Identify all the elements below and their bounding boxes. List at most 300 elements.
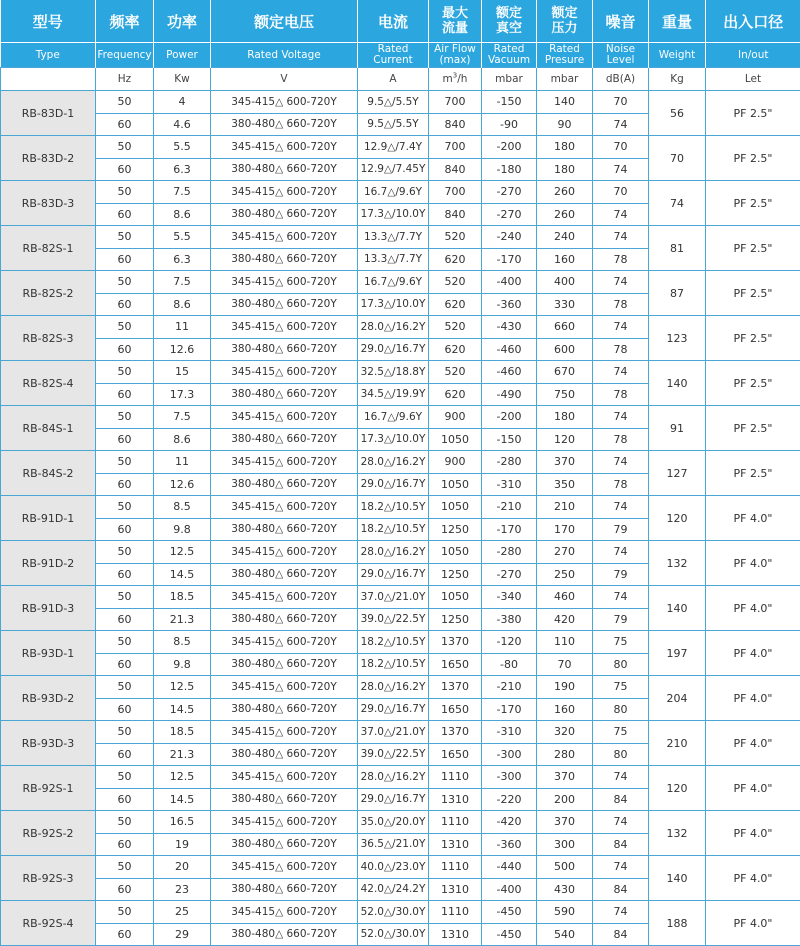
cell-power: 6.3 [154,248,211,271]
model-type-cell: RB-93D-1 [1,631,96,676]
cell-port: PF 2.5" [706,181,800,226]
col-flow-cn-line1: 最大 [429,6,481,21]
cell-vacuum: -120 [482,631,537,654]
model-type-cell: RB-93D-2 [1,676,96,721]
cell-voltage: 345-415△ 600-720Y [211,856,358,879]
model-type-cell: RB-93D-3 [1,721,96,766]
cell-port: PF 4.0" [706,631,800,676]
cell-power: 18.5 [154,721,211,744]
cell-voltage: 380-480△ 660-720Y [211,788,358,811]
table-body [1,68,800,946]
cell-vacuum: -80 [482,653,537,676]
cell-pressure: 160 [537,248,593,271]
cell-power: 16.5 [154,811,211,834]
cell-flow: 520 [429,271,482,294]
table-row [1,586,800,609]
cell-pressure: 590 [537,901,593,924]
cell-frequency: 50 [96,811,154,834]
cell-vacuum: -360 [482,833,537,856]
cell-current: 9.5△/5.5Y [358,91,429,114]
table-row [1,316,800,339]
cell-voltage: 345-415△ 600-720Y [211,766,358,789]
cell-vacuum: -170 [482,518,537,541]
cell-vacuum: -200 [482,406,537,429]
col-power-en: Power [154,43,211,68]
cell-noise: 74 [593,856,649,879]
table-row [1,631,800,654]
cell-flow: 1310 [429,788,482,811]
cell-flow: 620 [429,338,482,361]
cell-flow: 1650 [429,743,482,766]
cell-pressure: 180 [537,136,593,159]
col-vacuum-cn-line1: 额定 [482,6,536,21]
col-vacuum-en-line2: Vacuum [482,55,536,66]
cell-noise: 79 [593,563,649,586]
col-flow-en-line1: Air Flow [429,44,481,55]
cell-frequency: 50 [96,136,154,159]
cell-noise: 78 [593,293,649,316]
cell-flow: 1110 [429,856,482,879]
cell-vacuum: -210 [482,676,537,699]
cell-noise: 74 [593,316,649,339]
cell-frequency: 50 [96,676,154,699]
cell-port: PF 2.5" [706,316,800,361]
cell-flow: 1310 [429,833,482,856]
cell-power: 8.6 [154,293,211,316]
cell-power: 9.8 [154,653,211,676]
cell-flow: 840 [429,158,482,181]
cell-voltage: 345-415△ 600-720Y [211,406,358,429]
cell-vacuum: -150 [482,428,537,451]
cell-flow: 1050 [429,586,482,609]
cell-vacuum: -430 [482,316,537,339]
table-row [1,181,800,204]
cell-frequency: 60 [96,473,154,496]
col-type-en: Type [1,43,96,68]
cell-noise: 74 [593,766,649,789]
cell-voltage: 345-415△ 600-720Y [211,541,358,564]
cell-frequency: 60 [96,428,154,451]
cell-noise: 75 [593,721,649,744]
cell-flow: 520 [429,226,482,249]
cell-port: PF 2.5" [706,91,800,136]
cell-vacuum: -360 [482,293,537,316]
cell-flow: 1250 [429,608,482,631]
cell-noise: 74 [593,451,649,474]
cell-frequency: 60 [96,338,154,361]
cell-voltage: 345-415△ 600-720Y [211,136,358,159]
cell-pressure: 670 [537,361,593,384]
cell-current: 28.0△/16.2Y [358,676,429,699]
cell-weight: 140 [649,361,706,406]
cell-power: 14.5 [154,698,211,721]
cell-current: 39.0△/22.5Y [358,743,429,766]
cell-voltage: 380-480△ 660-720Y [211,563,358,586]
cell-pressure: 280 [537,743,593,766]
cell-pressure: 180 [537,158,593,181]
unit-vacuum: mbar [482,68,537,91]
cell-current: 12.9△/7.4Y [358,136,429,159]
cell-frequency: 60 [96,518,154,541]
cell-power: 14.5 [154,563,211,586]
cell-voltage: 380-480△ 660-720Y [211,203,358,226]
cell-current: 29.0△/16.7Y [358,473,429,496]
model-type-cell: RB-92S-1 [1,766,96,811]
table-row [1,856,800,879]
cell-pressure: 260 [537,181,593,204]
cell-flow: 1250 [429,518,482,541]
col-pressure-cn [537,0,593,43]
cell-frequency: 50 [96,541,154,564]
cell-current: 28.0△/16.2Y [358,766,429,789]
cell-noise: 74 [593,271,649,294]
cell-pressure: 400 [537,271,593,294]
cell-power: 6.3 [154,158,211,181]
cell-flow: 520 [429,316,482,339]
cell-noise: 74 [593,586,649,609]
cell-pressure: 660 [537,316,593,339]
cell-port: PF 4.0" [706,541,800,586]
cell-vacuum: -400 [482,878,537,901]
cell-noise: 74 [593,496,649,519]
cell-current: 37.0△/21.0Y [358,586,429,609]
cell-pressure: 350 [537,473,593,496]
cell-current: 37.0△/21.0Y [358,721,429,744]
cell-flow: 840 [429,113,482,136]
cell-noise: 74 [593,811,649,834]
model-type-cell: RB-84S-1 [1,406,96,451]
cell-pressure: 430 [537,878,593,901]
cell-flow: 1050 [429,428,482,451]
cell-pressure: 270 [537,541,593,564]
cell-noise: 74 [593,113,649,136]
cell-current: 18.2△/10.5Y [358,518,429,541]
cell-flow: 1310 [429,923,482,946]
cell-weight: 123 [649,316,706,361]
model-type-cell: RB-92S-3 [1,856,96,901]
col-type-cn: 型号 [1,0,96,43]
cell-vacuum: -380 [482,608,537,631]
cell-current: 16.7△/9.6Y [358,181,429,204]
cell-pressure: 750 [537,383,593,406]
col-flow-cn [429,0,482,43]
col-flow-en-line2: (max) [429,55,481,66]
cell-current: 18.2△/10.5Y [358,653,429,676]
cell-frequency: 50 [96,226,154,249]
table-row [1,406,800,429]
cell-noise: 74 [593,901,649,924]
cell-pressure: 200 [537,788,593,811]
cell-power: 7.5 [154,406,211,429]
cell-flow: 520 [429,361,482,384]
cell-weight: 210 [649,721,706,766]
cell-power: 11 [154,316,211,339]
cell-weight: 140 [649,586,706,631]
cell-frequency: 60 [96,158,154,181]
cell-port: PF 2.5" [706,226,800,271]
cell-current: 40.0△/23.0Y [358,856,429,879]
cell-voltage: 380-480△ 660-720Y [211,608,358,631]
cell-voltage: 380-480△ 660-720Y [211,518,358,541]
unit-power: Kw [154,68,211,91]
cell-flow: 1650 [429,698,482,721]
col-current-en [358,43,429,68]
cell-noise: 75 [593,676,649,699]
cell-current: 13.3△/7.7Y [358,226,429,249]
cell-pressure: 160 [537,698,593,721]
cell-current: 29.0△/16.7Y [358,338,429,361]
cell-voltage: 380-480△ 660-720Y [211,338,358,361]
cell-pressure: 180 [537,406,593,429]
cell-weight: 197 [649,631,706,676]
cell-vacuum: -400 [482,271,537,294]
cell-power: 15 [154,361,211,384]
cell-noise: 74 [593,158,649,181]
cell-vacuum: -170 [482,698,537,721]
cell-weight: 132 [649,541,706,586]
cell-power: 11 [154,451,211,474]
cell-frequency: 60 [96,248,154,271]
cell-power: 12.5 [154,766,211,789]
model-type-cell: RB-82S-2 [1,271,96,316]
cell-power: 12.6 [154,338,211,361]
table-row [1,451,800,474]
cell-pressure: 120 [537,428,593,451]
cell-power: 8.5 [154,631,211,654]
cell-vacuum: -270 [482,181,537,204]
cell-pressure: 170 [537,518,593,541]
cell-voltage: 345-415△ 600-720Y [211,316,358,339]
col-current-cn: 电流 [358,0,429,43]
unit-flow-tail: /h [457,73,467,85]
table-row [1,676,800,699]
cell-voltage: 345-415△ 600-720Y [211,91,358,114]
cell-weight: 81 [649,226,706,271]
cell-voltage: 345-415△ 600-720Y [211,631,358,654]
cell-pressure: 600 [537,338,593,361]
col-current-en-line1: Rated [358,44,428,55]
cell-voltage: 380-480△ 660-720Y [211,698,358,721]
cell-noise: 79 [593,518,649,541]
col-port-en: In/out [706,43,800,68]
cell-pressure: 330 [537,293,593,316]
cell-noise: 80 [593,698,649,721]
cell-current: 16.7△/9.6Y [358,271,429,294]
unit-current: A [358,68,429,91]
col-vacuum-en [482,43,537,68]
col-vacuum-cn [482,0,537,43]
cell-power: 7.5 [154,181,211,204]
cell-flow: 900 [429,406,482,429]
col-port-cn: 出入口径 [706,0,800,43]
col-vacuum-cn-line2: 真空 [482,21,536,36]
cell-pressure: 540 [537,923,593,946]
cell-pressure: 500 [537,856,593,879]
cell-weight: 91 [649,406,706,451]
cell-vacuum: -450 [482,923,537,946]
cell-weight: 87 [649,271,706,316]
cell-pressure: 240 [537,226,593,249]
cell-flow: 620 [429,383,482,406]
model-type-cell: RB-83D-2 [1,136,96,181]
col-power-cn: 功率 [154,0,211,43]
cell-vacuum: -420 [482,811,537,834]
col-current-en-line2: Current [358,55,428,66]
col-pressure-en-line2: Presure [537,55,592,66]
cell-pressure: 210 [537,496,593,519]
cell-vacuum: -220 [482,788,537,811]
cell-weight: 56 [649,91,706,136]
table-row [1,541,800,564]
cell-frequency: 50 [96,181,154,204]
cell-vacuum: -180 [482,158,537,181]
cell-current: 18.2△/10.5Y [358,631,429,654]
cell-voltage: 380-480△ 660-720Y [211,428,358,451]
col-pressure-cn-line2: 压力 [537,21,592,36]
cell-frequency: 50 [96,586,154,609]
cell-flow: 1050 [429,496,482,519]
col-frequency-cn: 频率 [96,0,154,43]
table-row [1,766,800,789]
table-row [1,361,800,384]
cell-vacuum: -270 [482,563,537,586]
cell-voltage: 345-415△ 600-720Y [211,451,358,474]
cell-noise: 84 [593,878,649,901]
cell-pressure: 370 [537,766,593,789]
cell-frequency: 60 [96,113,154,136]
cell-noise: 74 [593,226,649,249]
cell-noise: 78 [593,338,649,361]
cell-frequency: 50 [96,901,154,924]
cell-pressure: 70 [537,653,593,676]
cell-vacuum: -440 [482,856,537,879]
table-header [1,0,800,68]
cell-noise: 78 [593,428,649,451]
cell-flow: 700 [429,136,482,159]
model-type-cell: RB-91D-1 [1,496,96,541]
table-row [1,811,800,834]
cell-current: 52.0△/30.0Y [358,901,429,924]
cell-flow: 1370 [429,676,482,699]
unit-pressure: mbar [537,68,593,91]
cell-voltage: 380-480△ 660-720Y [211,653,358,676]
cell-weight: 140 [649,856,706,901]
cell-voltage: 380-480△ 660-720Y [211,473,358,496]
model-type-cell: RB-82S-4 [1,361,96,406]
cell-noise: 84 [593,788,649,811]
cell-power: 21.3 [154,608,211,631]
cell-current: 17.3△/10.0Y [358,428,429,451]
cell-weight: 120 [649,766,706,811]
cell-current: 34.5△/19.9Y [358,383,429,406]
cell-voltage: 345-415△ 600-720Y [211,496,358,519]
unit-voltage: V [211,68,358,91]
cell-vacuum: -90 [482,113,537,136]
cell-noise: 80 [593,653,649,676]
cell-current: 13.3△/7.7Y [358,248,429,271]
cell-port: PF 4.0" [706,721,800,766]
cell-frequency: 60 [96,698,154,721]
cell-pressure: 90 [537,113,593,136]
cell-noise: 74 [593,361,649,384]
cell-voltage: 380-480△ 660-720Y [211,923,358,946]
cell-vacuum: -280 [482,451,537,474]
cell-frequency: 50 [96,496,154,519]
cell-port: PF 2.5" [706,406,800,451]
unit-flow [429,68,482,91]
cell-current: 28.0△/16.2Y [358,541,429,564]
unit-type [1,68,96,91]
cell-vacuum: -490 [482,383,537,406]
cell-power: 4.6 [154,113,211,136]
cell-pressure: 140 [537,91,593,114]
cell-current: 52.0△/30.0Y [358,923,429,946]
cell-port: PF 4.0" [706,811,800,856]
cell-port: PF 4.0" [706,676,800,721]
col-pressure-en-line1: Rated [537,44,592,55]
cell-flow: 1310 [429,878,482,901]
cell-vacuum: -310 [482,473,537,496]
cell-power: 14.5 [154,788,211,811]
cell-noise: 84 [593,833,649,856]
cell-noise: 80 [593,743,649,766]
cell-current: 36.5△/21.0Y [358,833,429,856]
cell-power: 18.5 [154,586,211,609]
cell-noise: 74 [593,406,649,429]
cell-frequency: 50 [96,856,154,879]
cell-power: 12.5 [154,676,211,699]
col-flow-en [429,43,482,68]
cell-power: 9.8 [154,518,211,541]
cell-pressure: 370 [537,451,593,474]
cell-port: PF 4.0" [706,766,800,811]
cell-flow: 1110 [429,766,482,789]
cell-power: 23 [154,878,211,901]
cell-voltage: 380-480△ 660-720Y [211,833,358,856]
cell-pressure: 190 [537,676,593,699]
cell-weight: 74 [649,181,706,226]
cell-frequency: 50 [96,91,154,114]
cell-frequency: 50 [96,271,154,294]
cell-frequency: 60 [96,203,154,226]
cell-frequency: 60 [96,788,154,811]
cell-vacuum: -460 [482,338,537,361]
cell-voltage: 380-480△ 660-720Y [211,743,358,766]
model-type-cell: RB-84S-2 [1,451,96,496]
cell-power: 5.5 [154,136,211,159]
cell-current: 9.5△/5.5Y [358,113,429,136]
cell-flow: 1370 [429,721,482,744]
cell-noise: 70 [593,136,649,159]
cell-flow: 1110 [429,901,482,924]
cell-current: 29.0△/16.7Y [358,788,429,811]
cell-voltage: 380-480△ 660-720Y [211,383,358,406]
cell-vacuum: -200 [482,136,537,159]
cell-frequency: 50 [96,631,154,654]
cell-frequency: 60 [96,608,154,631]
cell-power: 8.5 [154,496,211,519]
col-voltage-cn: 额定电压 [211,0,358,43]
cell-vacuum: -450 [482,901,537,924]
model-type-cell: RB-83D-3 [1,181,96,226]
cell-voltage: 345-415△ 600-720Y [211,271,358,294]
cell-frequency: 60 [96,653,154,676]
cell-power: 12.5 [154,541,211,564]
cell-power: 8.6 [154,203,211,226]
cell-frequency: 60 [96,833,154,856]
header-row-cn [1,0,800,43]
cell-pressure: 370 [537,811,593,834]
